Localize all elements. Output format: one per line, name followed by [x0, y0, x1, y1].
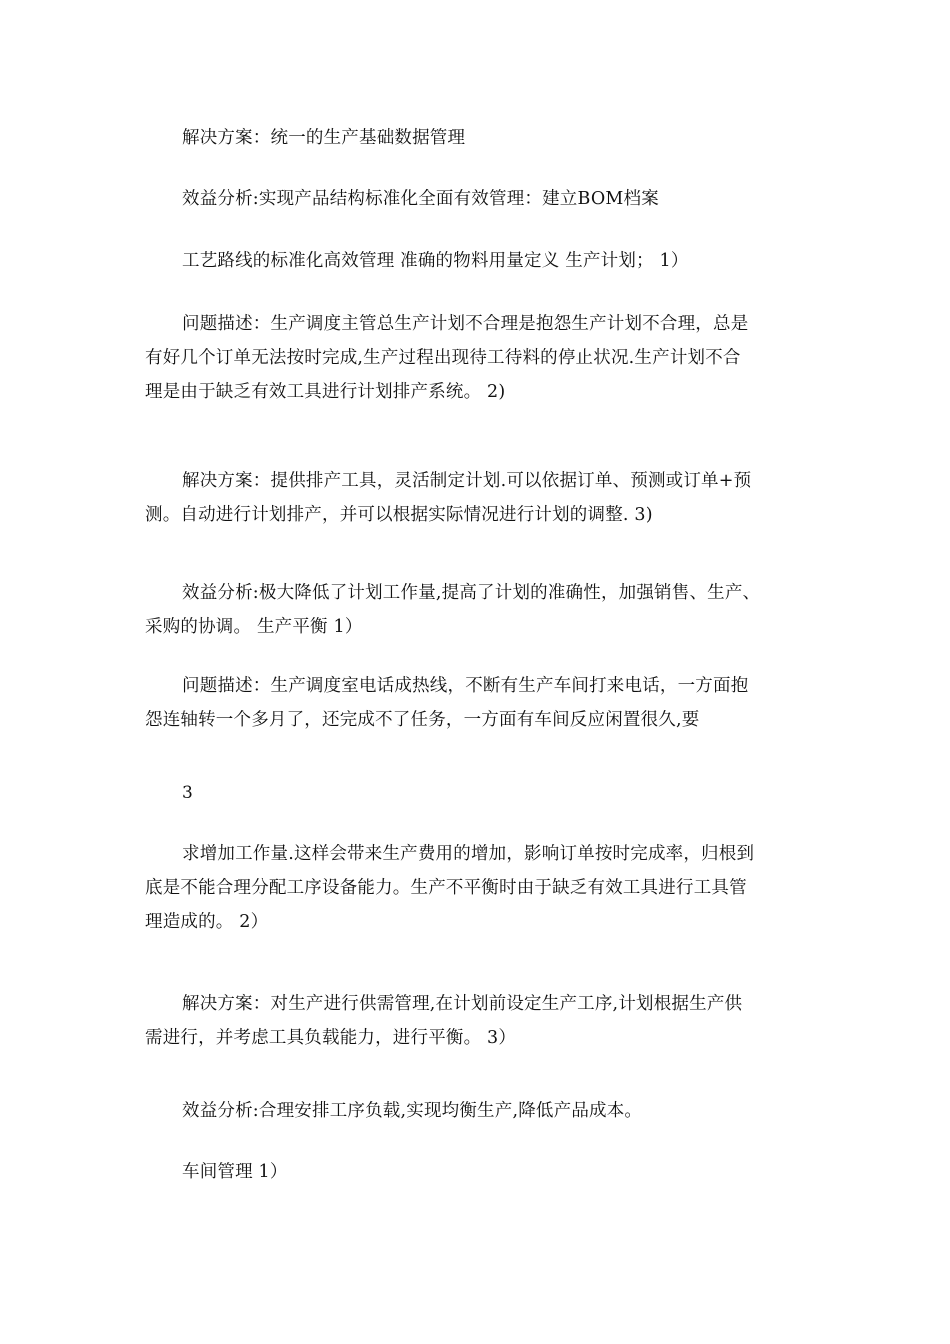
text-line: 效益分析:合理安排工序负载,实现均衡生产,降低产品成本。	[182, 1101, 643, 1121]
text-line: 底是不能合理分配工序设备能力。生产不平衡时由于缺乏有效工具进行工具管	[145, 878, 747, 898]
text-line: 问题描述：生产调度室电话成热线，不断有生产车间打来电话，一方面抱	[182, 676, 749, 696]
page-number: 3	[182, 783, 193, 803]
paragraph-solution-2	[145, 464, 815, 532]
text-line: 问题描述：生产调度主管总生产计划不合理是抱怨生产计划不合理，总是	[182, 314, 749, 334]
text-line: 理是由于缺乏有效工具进行计划排产系统。 2)	[145, 382, 506, 402]
text-line: 需进行，并考虑工具负载能力，进行平衡。 3）	[145, 1028, 517, 1048]
paragraph-benefit-3	[145, 1094, 815, 1128]
paragraph-problem-1	[145, 307, 815, 409]
text-line: 求增加工作量.这样会带来生产费用的增加，影响订单按时完成率，归根到	[182, 844, 755, 864]
paragraph-problem-2-continued	[145, 837, 815, 939]
paragraph-solution-1	[145, 121, 815, 155]
text-line: 解决方案：对生产进行供需管理,在计划前设定生产工序,计划根据生产供	[182, 994, 743, 1014]
paragraph-benefit-1	[145, 182, 815, 216]
paragraph-problem-2	[145, 669, 815, 737]
text-line: 车间管理 1）	[182, 1162, 288, 1182]
text-line: 理造成的。 2）	[145, 912, 269, 932]
paragraph-workshop-management	[145, 1155, 815, 1189]
text-line: 解决方案：提供排产工具，灵活制定计划.可以依据订单、预测或订单+预	[182, 471, 752, 491]
text-line: 解决方案：统一的生产基础数据管理	[182, 128, 466, 148]
text-line: 有好几个订单无法按时完成,生产过程出现待工待料的停止状况.生产计划不合	[145, 348, 741, 368]
text-line: 效益分析:实现产品结构标准化全面有效管理：建立BOM档案	[182, 189, 659, 209]
text-line: 工艺路线的标准化高效管理 准确的物料用量定义 生产计划； 1）	[182, 251, 689, 271]
text-line: 采购的协调。 生产平衡 1）	[145, 617, 363, 637]
text-line: 测。自动进行计划排产，并可以根据实际情况进行计划的调整. 3)	[145, 505, 653, 525]
text-line: 怨连轴转一个多月了，还完成不了任务，一方面有车间反应闲置很久,要	[145, 710, 700, 730]
text-line: 效益分析:极大降低了计划工作量,提高了计划的准确性，加强销售、生产、	[182, 583, 761, 603]
paragraph-benefit-2	[145, 576, 815, 644]
paragraph-solution-3	[145, 987, 815, 1055]
paragraph-process-route	[145, 244, 815, 278]
